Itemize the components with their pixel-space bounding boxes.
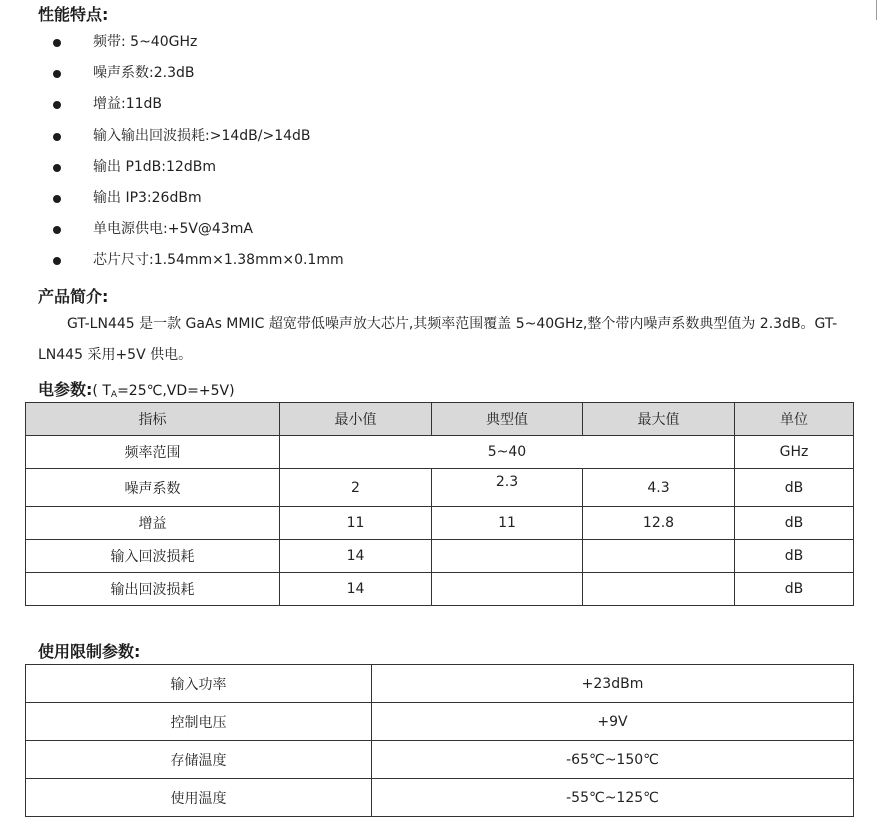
typ-cell: 11: [432, 507, 583, 540]
max-cell: [583, 540, 735, 573]
value-cell: +9V: [372, 703, 854, 741]
max-cell: 12.8: [583, 507, 735, 540]
unit-cell: dB: [735, 507, 854, 540]
table-row: [26, 469, 854, 507]
features-heading: 性能特点:: [38, 5, 109, 24]
elec-condition-sub: A: [110, 390, 118, 400]
column-header: 最小值: [280, 403, 432, 436]
value-cell: 5~40: [280, 436, 735, 469]
unit-cell: dB: [735, 573, 854, 606]
bullet-icon: [53, 164, 61, 172]
min-cell: 14: [280, 573, 432, 606]
table-row: [26, 741, 854, 779]
bullet-icon: [53, 133, 61, 141]
elec-condition: [92, 383, 234, 399]
table-row: [26, 665, 854, 703]
feature-text: 输出 P1dB:12dBm: [93, 158, 216, 175]
table-row: [26, 573, 854, 606]
feature-text: 输入输出回波损耗:>14dB/>14dB: [93, 127, 311, 144]
bullet-icon: [53, 195, 61, 203]
table-row: [26, 703, 854, 741]
param-cell: 输入回波损耗: [26, 540, 280, 573]
feature-text: 增益:11dB: [93, 96, 163, 113]
param-cell: 噪声系数: [26, 469, 280, 507]
param-cell: 存储温度: [26, 741, 372, 779]
max-cell: 4.3: [583, 469, 735, 507]
elec-heading: [38, 377, 235, 400]
param-cell: 输入功率: [26, 665, 372, 703]
table-row: [26, 779, 854, 817]
max-cell: [583, 573, 735, 606]
intro-paragraph: GT-LN445 是一款 GaAs MMIC 超宽带低噪声放大芯片,其频率范围覆盖 5~40GHz,整个带内噪声系数典型值为 2.3dB。GT-LN445 采用+5V 供电。: [38, 316, 838, 363]
unit-cell: dB: [735, 469, 854, 507]
typ-cell: [432, 573, 583, 606]
typ-cell: 2.3: [432, 469, 583, 507]
unit-cell: GHz: [735, 436, 854, 469]
value-cell: -65℃~150℃: [372, 741, 854, 779]
feature-text: 输出 IP3:26dBm: [93, 189, 202, 206]
feature-text: 芯片尺寸:1.54mm×1.38mm×0.1mm: [93, 252, 344, 269]
param-cell: 使用温度: [26, 779, 372, 817]
elec-condition-rest: =25℃,VD=+5V): [117, 383, 235, 399]
table-row: [26, 436, 854, 469]
param-cell: 控制电压: [26, 703, 372, 741]
min-cell: 11: [280, 507, 432, 540]
column-header: 最大值: [583, 403, 735, 436]
bullet-icon: [53, 70, 61, 78]
limits-heading: 使用限制参数:: [38, 642, 141, 661]
table-row: [26, 540, 854, 573]
electrical-parameters-table: [25, 402, 854, 606]
limits-table: [25, 664, 854, 817]
feature-text: 噪声系数:2.3dB: [93, 65, 195, 82]
param-cell: 频率范围: [26, 436, 280, 469]
elec-condition-open: (: [92, 383, 98, 399]
bullet-icon: [53, 226, 61, 234]
feature-text: 频带: 5~40GHz: [93, 34, 198, 50]
bullet-icon: [53, 101, 61, 109]
bullet-icon: [53, 39, 61, 47]
bullet-icon: [53, 257, 61, 265]
min-cell: 2: [280, 469, 432, 507]
column-header: 指标: [26, 403, 280, 436]
elec-condition-t: T: [102, 383, 111, 399]
value-cell: +23dBm: [372, 665, 854, 703]
value-cell: -55℃~125℃: [372, 779, 854, 817]
table-header-row: [26, 403, 854, 436]
unit-cell: dB: [735, 540, 854, 573]
param-cell: 输出回波损耗: [26, 573, 280, 606]
column-header: 典型值: [432, 403, 583, 436]
table-row: [26, 507, 854, 540]
min-cell: 14: [280, 540, 432, 573]
column-header: 单位: [735, 403, 854, 436]
param-cell: 增益: [26, 507, 280, 540]
feature-text: 单电源供电:+5V@43mA: [93, 221, 253, 238]
typ-cell: [432, 540, 583, 573]
page-edge-line: [876, 0, 877, 20]
elec-title: 电参数:: [38, 380, 93, 399]
intro-heading: 产品简介:: [38, 287, 109, 306]
